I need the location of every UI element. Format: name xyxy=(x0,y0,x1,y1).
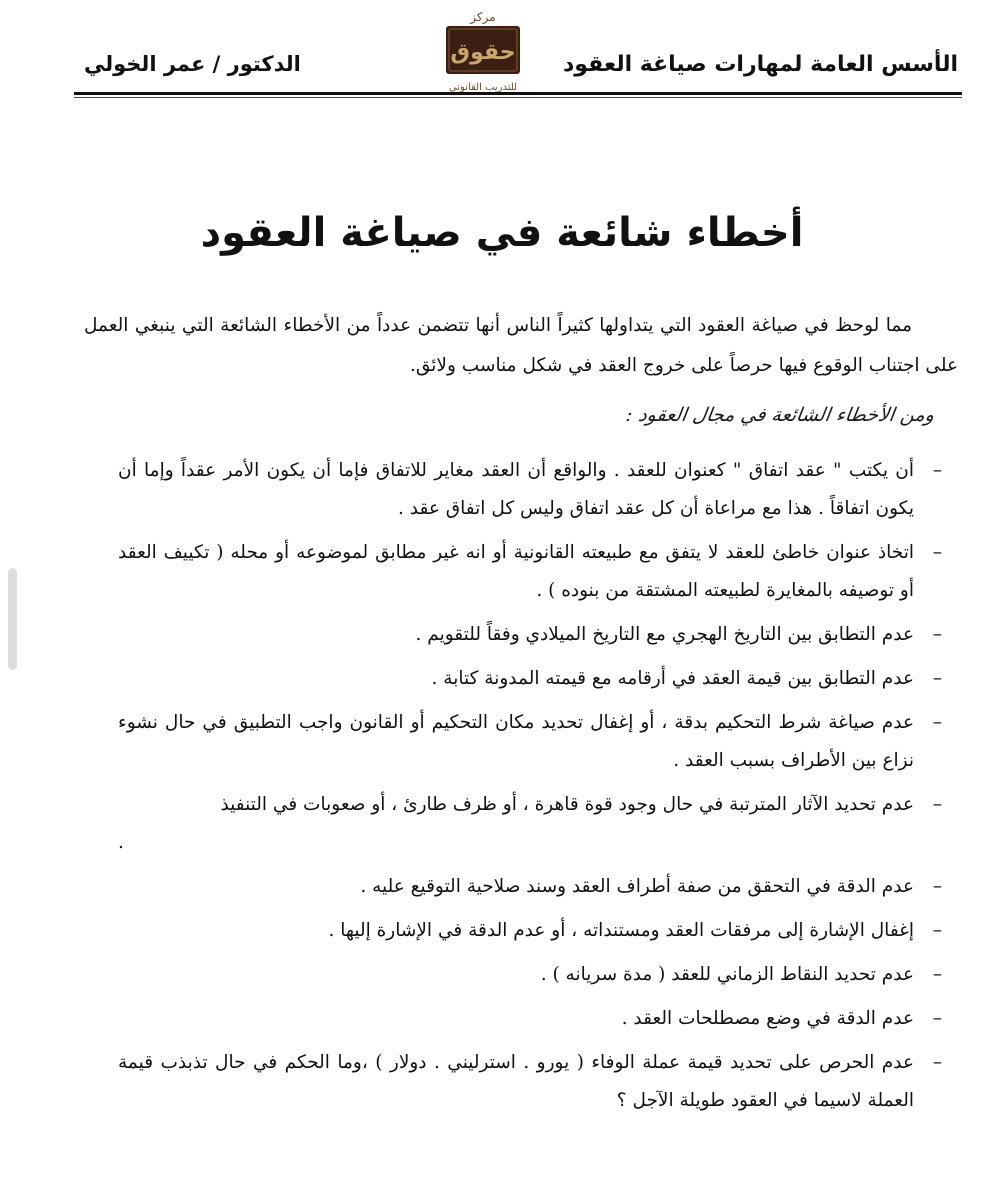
list-item xyxy=(118,452,942,528)
list-item xyxy=(118,786,942,824)
list-item xyxy=(118,704,942,780)
header-rule xyxy=(74,92,962,95)
logo xyxy=(440,8,526,98)
list-item-text: اتخاذ عنوان خاطئ للعقد لا يتفق مع طبيعته القانونية أو انه غير مطابق لموضوعه أو محله ( تكييف العقد أو توصيفه بالمغايرة لطبيعته المشتقة من بنوده ) . xyxy=(118,542,914,601)
scrollbar-handle[interactable] xyxy=(8,568,17,670)
list-item-text: عدم التطابق بين قيمة العقد في أرقامه مع قيمته المدونة كتابة . xyxy=(431,668,914,689)
list-dash: – xyxy=(932,712,942,733)
list-item-text: عدم صياغة شرط التحكيم بدقة ، أو إغفال تحديد مكان التحكيم أو القانون واجب التطبيق في حال نشوء نزاع بين الأطراف بسبب العقد . xyxy=(118,712,914,771)
errors-list xyxy=(118,452,942,1120)
list-dash: – xyxy=(932,964,942,985)
list-dash: – xyxy=(932,1052,942,1073)
list-item-text: عدم الدقة في التحقق من صفة أطراف العقد وسند صلاحية التوقيع عليه . xyxy=(360,876,914,897)
stray-period-text: . xyxy=(118,832,124,853)
list-item xyxy=(118,660,942,698)
list-dash: – xyxy=(932,920,942,941)
list-item-text: عدم تحديد النقاط الزماني للعقد ( مدة سريانه ) . xyxy=(540,964,914,985)
author-text: الدكتور / عمر الخولي xyxy=(84,52,301,76)
header-rule-thin xyxy=(74,97,962,98)
list-item-text: عدم الحرص على تحديد قيمة عملة الوفاء ( يورو . استرليني . دولار ) ،وما الحكم في حال تذبذب قيمة العملة لاسيما في العقود طويلة الآجل ؟ xyxy=(118,1052,914,1111)
intro-paragraph: مما لوحظ في صياغة العقود التي يتداولها كثيراً الناس أنها تتضمن عدداً من الأخطاء الشائعة التي ينبغي العمل على اجتناب الوقوع فيها حرصاً على خروج العقد في شكل مناسب ولائق. xyxy=(84,315,958,376)
stray-period xyxy=(118,824,942,862)
list-item xyxy=(118,868,942,906)
handwritten-subheading: ومن الأخطاء الشائعة في مجال العقود : xyxy=(624,404,936,426)
list-item-text: عدم تحديد الآثار المترتبة في حال وجود قوة قاهرة ، أو ظرف طارئ ، أو صعوبات في التنفيذ xyxy=(220,794,914,815)
list-item-text: أن يكتب " عقد اتفاق " كعنوان للعقد . والواقع أن العقد مغاير للاتفاق فإما أن يكون الأمر عقداً وإما أن يكون اتفاقاً . هذا مع مراعاة أن كل عقد اتفاق وليس كل اتفاق عقد . xyxy=(118,460,914,519)
list-item-text: عدم التطابق بين التاريخ الهجري مع التاريخ الميلادي وفقاً للتقويم . xyxy=(415,624,914,645)
list-item-text: عدم الدقة في وضع مصطلحات العقد . xyxy=(621,1008,914,1029)
logo-main-text: حقوق xyxy=(450,40,516,65)
list-dash: – xyxy=(932,876,942,897)
list-dash: – xyxy=(932,1008,942,1029)
list-item xyxy=(118,1044,942,1120)
logo-bottom-text: للتدريب القانوني xyxy=(448,82,518,93)
list-dash: – xyxy=(932,794,942,815)
list-item xyxy=(118,956,942,994)
list-dash: – xyxy=(932,542,942,563)
list-item xyxy=(118,616,942,654)
list-item xyxy=(118,1000,942,1038)
logo-top-text: مركز xyxy=(470,10,496,24)
list-item xyxy=(118,534,942,610)
author-name xyxy=(84,52,304,76)
list-dash: – xyxy=(932,460,942,481)
list-item-text: إغفال الإشارة إلى مرفقات العقد ومستنداته ، أو عدم الدقة في الإشارة إليها . xyxy=(328,920,914,941)
list-item xyxy=(118,912,942,950)
book-title: الأسس العامة لمهارات صياغة العقود xyxy=(563,52,958,77)
page-title: أخطاء شائعة في صياغة العقود xyxy=(200,210,804,256)
list-dash: – xyxy=(932,624,942,645)
list-dash: – xyxy=(932,668,942,689)
